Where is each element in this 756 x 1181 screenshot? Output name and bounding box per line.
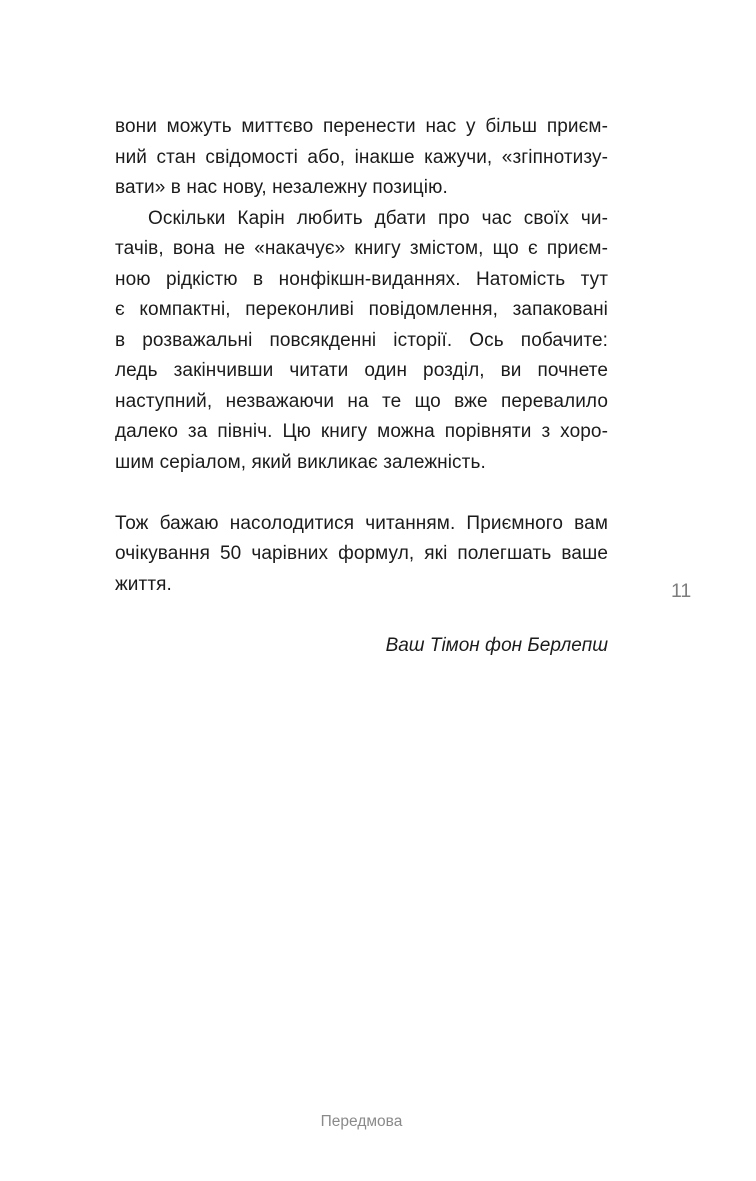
text-line: Тож бажаю насолодитися читанням. Приємного вам bbox=[115, 512, 608, 534]
paragraph bbox=[115, 509, 608, 601]
running-footer bbox=[115, 1113, 608, 1131]
text-line: вати» в нас нову, незалежну позицію. bbox=[115, 177, 448, 198]
page-number: 11 bbox=[671, 580, 692, 602]
paragraph bbox=[115, 112, 608, 204]
text-line: життя. bbox=[115, 573, 172, 595]
footer-label: Передмова bbox=[320, 1113, 403, 1130]
author-signature: Ваш Тімон фон Берлепш bbox=[385, 634, 608, 656]
body-text-block bbox=[115, 112, 608, 661]
text-line: далеко за північ. Цю книгу можна порівняти з хоро- bbox=[115, 421, 608, 442]
paragraphs-container bbox=[115, 112, 608, 600]
text-line: шим серіалом, який викликає залежність. bbox=[115, 451, 486, 473]
text-line: тачів, вона не «накачує» книгу змістом, що є приєм- bbox=[115, 238, 608, 259]
text-line: є компактні, переконливі повідомлення, запаковані bbox=[115, 299, 608, 320]
paragraph bbox=[115, 204, 608, 479]
text-line: в розважальні повсякденні історії. Ось побачите: bbox=[115, 329, 608, 351]
text-line: очікування 50 чарівних формул, які полегшать ваше bbox=[115, 543, 608, 564]
text-line: ледь закінчивши читати один розділ, ви почнете bbox=[115, 360, 608, 381]
text-line: наступний, незважаючи на те що вже перевалило bbox=[115, 390, 608, 412]
text-line: ний стан свідомості або, інакше кажучи, «згіпнотизу- bbox=[115, 146, 608, 168]
text-line: Оскільки Карін любить дбати про час своїх чи- bbox=[148, 207, 608, 229]
text-line: вони можуть миттєво перенести нас у більш приєм- bbox=[115, 116, 608, 137]
text-line: ною рідкістю в нонфікшн-виданнях. Натомість тут bbox=[115, 268, 608, 290]
